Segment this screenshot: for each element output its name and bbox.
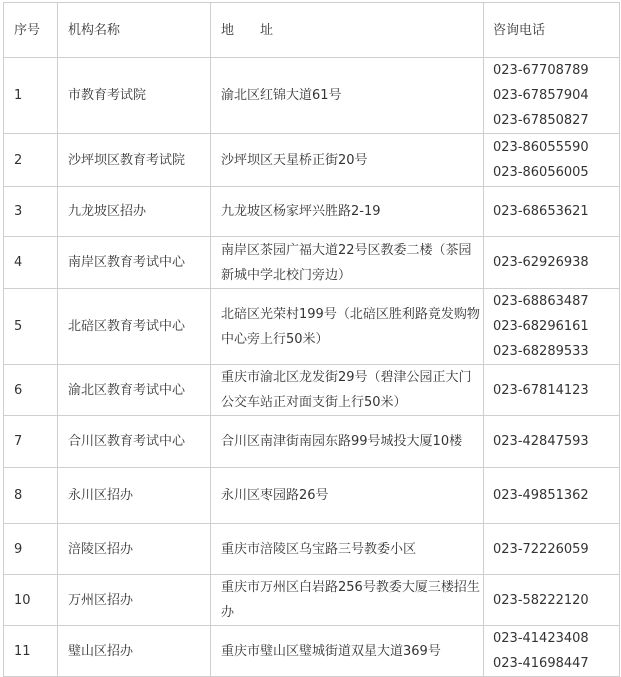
phone-cell [484, 187, 620, 237]
phone-number: 023-67708789 [493, 63, 589, 78]
table-row [4, 187, 620, 237]
row-index: 6 [4, 365, 58, 416]
header-name: 机构名称 [58, 3, 211, 58]
phone-cell [484, 237, 620, 289]
phone-cell [484, 289, 620, 365]
table-row [4, 134, 620, 187]
institution-address: 沙坪坝区天星桥正街20号 [211, 134, 484, 187]
phone-number: 023-41423408 [493, 631, 589, 646]
phone-cell [484, 575, 620, 626]
table-row [4, 524, 620, 575]
phone-cell [484, 58, 620, 134]
row-index: 7 [4, 416, 58, 468]
institution-address: 重庆市渝北区龙发街29号（碧津公园正大门公交车站正对面支街上行50米） [211, 365, 484, 416]
phone-cell [484, 134, 620, 187]
phone-number: 023-68296161 [493, 319, 589, 334]
table-row [4, 626, 620, 677]
table-row [4, 365, 620, 416]
row-index: 8 [4, 468, 58, 524]
phone-number: 023-67857904 [493, 88, 589, 103]
phone-cell [484, 468, 620, 524]
table-row [4, 289, 620, 365]
phone-cell [484, 524, 620, 575]
institution-address: 重庆市万州区白岩路256号教委大厦三楼招生办 [211, 575, 484, 626]
table-row [4, 237, 620, 289]
header-phone: 咨询电话 [484, 3, 620, 58]
phone-number: 023-49851362 [493, 488, 589, 503]
phone-number: 023-58222120 [493, 592, 589, 608]
phone-number: 023-41698447 [493, 656, 589, 671]
phone-cell [484, 626, 620, 677]
institution-name: 南岸区教育考试中心 [58, 237, 211, 289]
phone-cell [484, 365, 620, 416]
phone-cell [484, 416, 620, 468]
phone-number: 023-62926938 [493, 255, 589, 270]
institution-address: 永川区枣园路26号 [211, 468, 484, 524]
phone-number: 023-86056005 [493, 165, 589, 180]
institution-name: 沙坪坝区教育考试院 [58, 134, 211, 187]
phone-number: 023-68289533 [493, 344, 589, 359]
phone-number: 023-72226059 [493, 541, 589, 557]
institution-name: 合川区教育考试中心 [58, 416, 211, 468]
table-row [4, 58, 620, 134]
header-index: 序号 [4, 3, 58, 58]
institution-name: 涪陵区招办 [58, 524, 211, 575]
institution-name: 璧山区招办 [58, 626, 211, 677]
institution-address: 重庆市璧山区璧城街道双星大道369号 [211, 626, 484, 677]
institution-address: 合川区南津街南园东路99号城投大厦10楼 [211, 416, 484, 468]
phone-number: 023-67814123 [493, 382, 589, 398]
institution-name: 北碚区教育考试中心 [58, 289, 211, 365]
table-header-row [4, 3, 620, 58]
institution-table [3, 2, 620, 677]
institution-name: 渝北区教育考试中心 [58, 365, 211, 416]
institution-address: 南岸区茶园广福大道22号区教委二楼（茶园新城中学北校门旁边） [211, 237, 484, 289]
institution-name: 永川区招办 [58, 468, 211, 524]
table-row [4, 416, 620, 468]
row-index: 10 [4, 575, 58, 626]
phone-number: 023-86055590 [493, 140, 589, 155]
row-index: 11 [4, 626, 58, 677]
phone-number: 023-68863487 [493, 294, 589, 309]
institution-address: 渝北区红锦大道61号 [211, 58, 484, 134]
institution-address: 重庆市涪陵区乌宝路三号教委小区 [211, 524, 484, 575]
row-index: 4 [4, 237, 58, 289]
phone-number: 023-67850827 [493, 113, 589, 128]
phone-number: 023-42847593 [493, 434, 589, 449]
row-index: 5 [4, 289, 58, 365]
row-index: 2 [4, 134, 58, 187]
institution-name: 万州区招办 [58, 575, 211, 626]
institution-address: 九龙坡区杨家坪兴胜路2-19 [211, 187, 484, 237]
table-row [4, 575, 620, 626]
header-address: 地 址 [211, 3, 484, 58]
table-row [4, 468, 620, 524]
institution-name: 市教育考试院 [58, 58, 211, 134]
institution-address: 北碚区光荣村199号（北碚区胜利路竟发购物中心旁上行50米） [211, 289, 484, 365]
row-index: 9 [4, 524, 58, 575]
row-index: 3 [4, 187, 58, 237]
phone-number: 023-68653621 [493, 204, 589, 219]
row-index: 1 [4, 58, 58, 134]
institution-name: 九龙坡区招办 [58, 187, 211, 237]
